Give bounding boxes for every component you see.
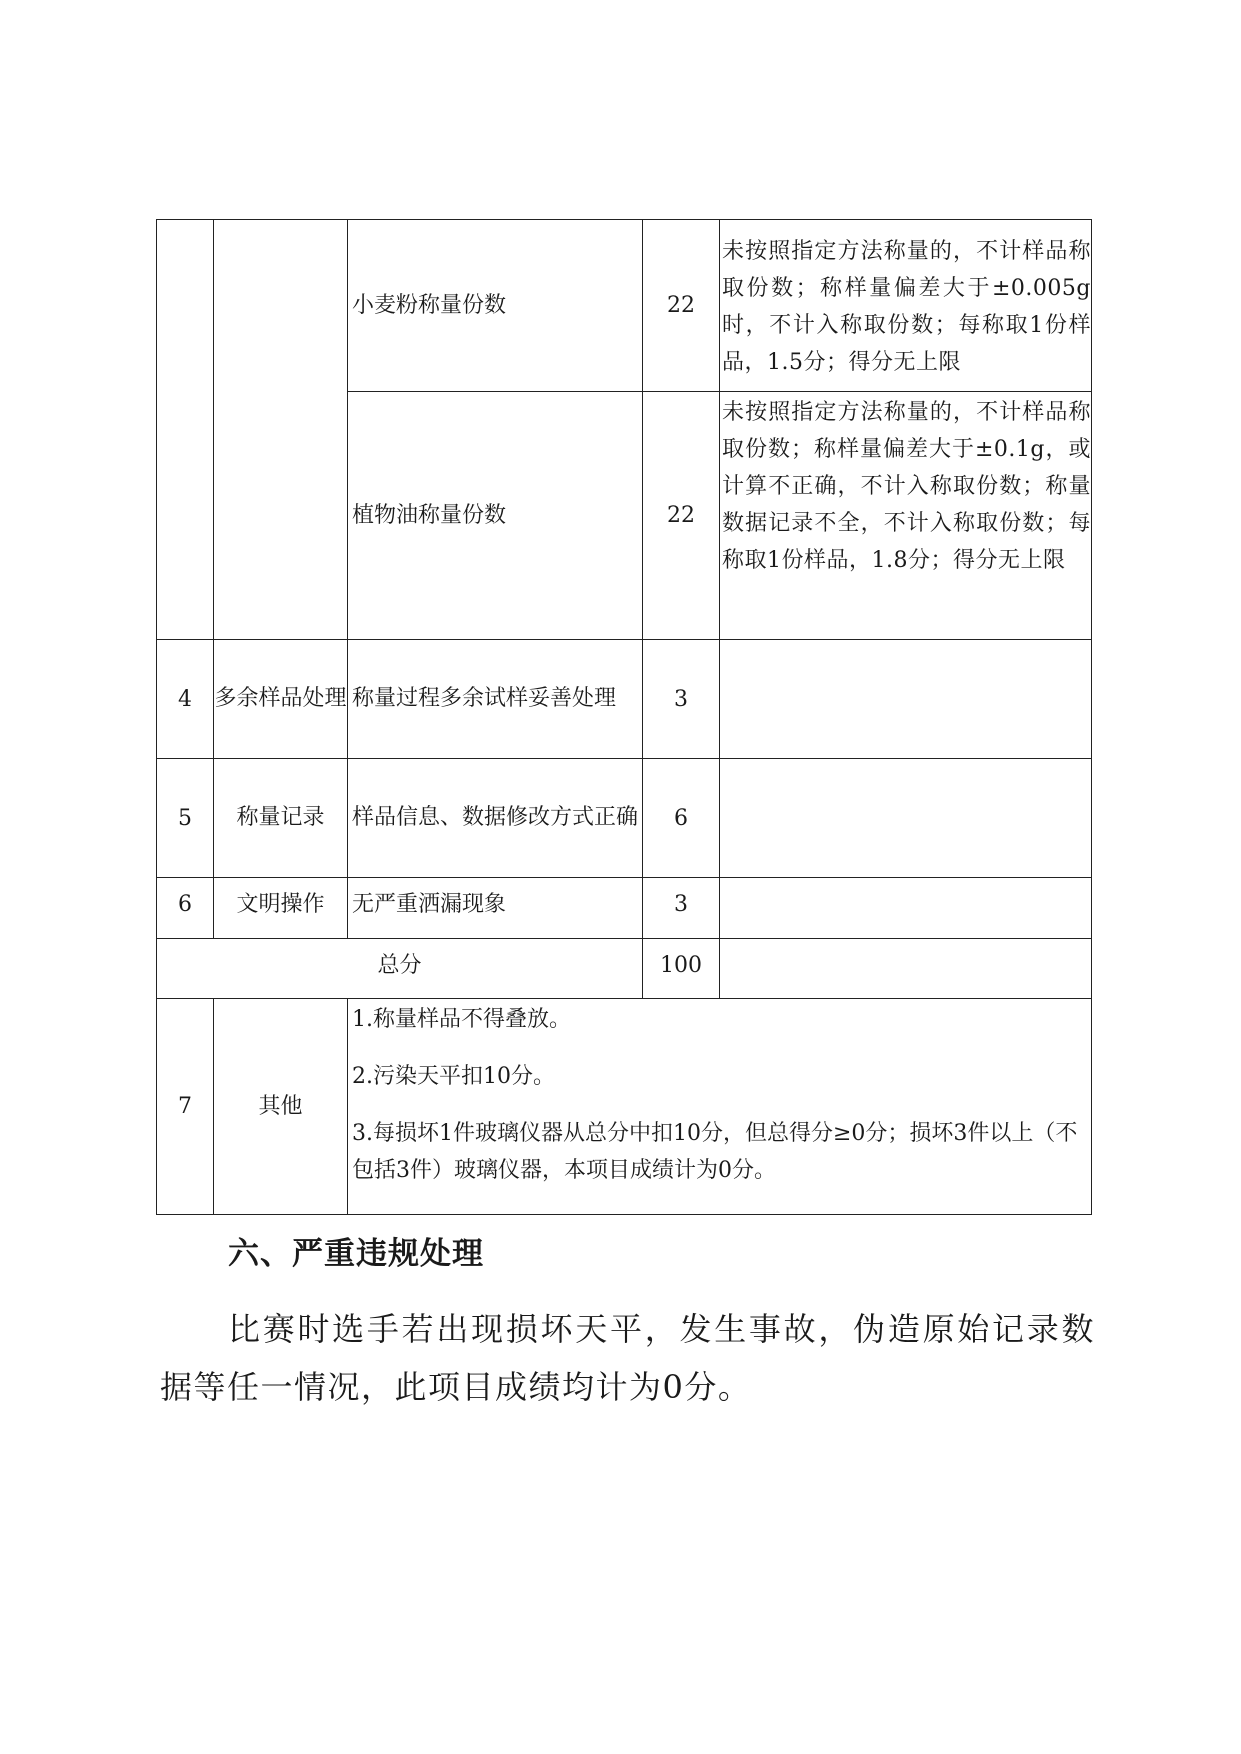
- cell-no: 7: [157, 999, 214, 1215]
- cell-score: 3: [643, 640, 720, 759]
- cell-other-notes: [348, 999, 1092, 1215]
- cell-score: 3: [643, 878, 720, 939]
- cell-total-rule: [720, 939, 1092, 999]
- cell-rule: [720, 640, 1092, 759]
- section-heading: 六、严重违规处理: [228, 1236, 484, 1272]
- cell-rule: [720, 878, 1092, 939]
- cell-no: 4: [157, 640, 214, 759]
- note-2: 2.污染天平扣10分。: [352, 1064, 555, 1089]
- cell-item: 多余样品处理: [214, 640, 348, 759]
- table-row-wheat-flour: [157, 220, 1092, 392]
- scoring-table: [156, 219, 1092, 1215]
- section-paragraph: 比赛时选手若出现损坏天平，发生事故，伪造原始记录数据等任一情况，此项目成绩均计为0分。: [160, 1310, 1095, 1406]
- cell-total-label: 总分: [157, 939, 643, 999]
- note-1: 1.称量样品不得叠放。: [352, 1007, 571, 1032]
- cell-no: 6: [157, 878, 214, 939]
- note-3: 3.每损坏1件玻璃仪器从总分中扣10分，但总得分≥0分；损坏3件以上（不包括3件）玻璃仪器，本项目成绩计为0分。: [352, 1121, 1078, 1183]
- table-row-5: [157, 759, 1092, 878]
- cell-rule: 未按照指定方法称量的，不计样品称取份数；称样量偏差大于±0.1g，或计算不正确，不计入称取份数；称量数据记录不全，不计入称取份数；每称取1份样品，1.8分；得分无上限: [720, 392, 1092, 640]
- table-row-4: [157, 640, 1092, 759]
- cell-requirement: 称量过程多余试样妥善处理: [348, 640, 643, 759]
- cell-item: 其他: [214, 999, 348, 1215]
- cell-total-score: 100: [643, 939, 720, 999]
- cell-score: 6: [643, 759, 720, 878]
- table-row-6: [157, 878, 1092, 939]
- cell-item-continued: [214, 220, 348, 640]
- cell-requirement: 植物油称量份数: [348, 392, 643, 640]
- cell-item: 文明操作: [214, 878, 348, 939]
- cell-item: 称量记录: [214, 759, 348, 878]
- cell-rule: 未按照指定方法称量的，不计样品称取份数；称样量偏差大于±0.005g时，不计入称取份数；每称取1份样品，1.5分；得分无上限: [720, 220, 1092, 392]
- cell-no-continued: [157, 220, 214, 640]
- cell-rule: [720, 759, 1092, 878]
- cell-requirement: 无严重洒漏现象: [348, 878, 643, 939]
- cell-requirement: 样品信息、数据修改方式正确: [348, 759, 643, 878]
- cell-no: 5: [157, 759, 214, 878]
- table-row-total: [157, 939, 1092, 999]
- cell-score: 22: [643, 392, 720, 640]
- table-row-7: [157, 999, 1092, 1215]
- cell-requirement: 小麦粉称量份数: [348, 220, 643, 392]
- cell-score: 22: [643, 220, 720, 392]
